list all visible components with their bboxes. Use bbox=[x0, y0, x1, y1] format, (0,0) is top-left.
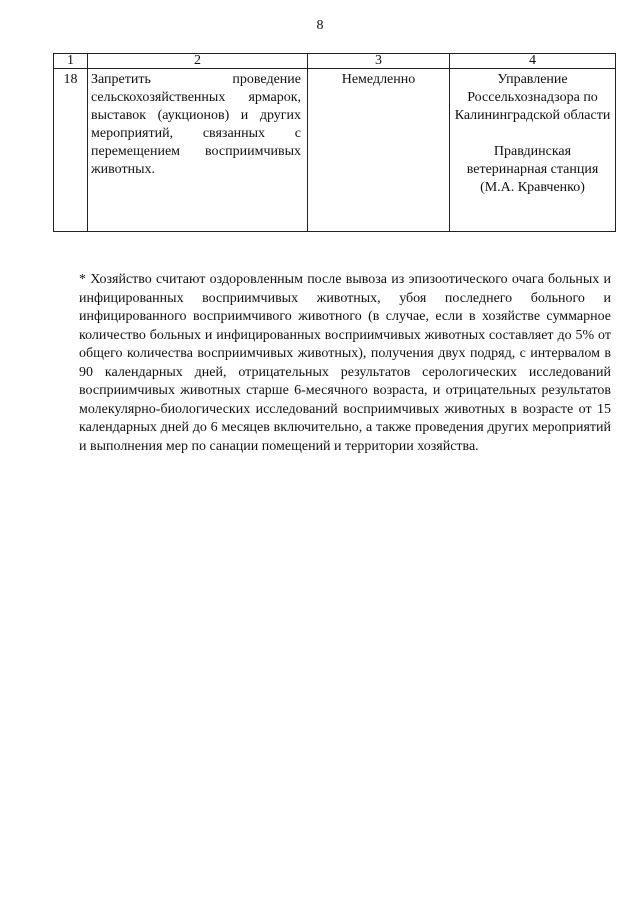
page-number: 8 bbox=[316, 18, 324, 33]
responsible-spacer bbox=[453, 125, 612, 143]
column-header-3: 3 bbox=[308, 54, 450, 69]
table-header-row bbox=[54, 54, 616, 69]
footnote: * Хозяйство считают оздоровленным после вывоза из эпизоотического очага больных и инфицированных восприимчивых животных, убоя последнего больного и инфицированного восприимчивого животного (в случае, если в хозяйстве суммарное количество больных и инфицированных восприимчивых животных составляет до 5% от общего количества восприимчивых животных), получения двух подряд, с интервалом в 90 календарных дней, отрицательных результатов серологических исследований восприимчивых животных старше 6-месячного возраста, и отрицательных результатов молекулярно-биологических исследований восприимчивых животных в возрасте от 15 календарных дней до 6 месяцев включительно, а также проведения других мероприятий и выполнения мер по санации помещений и территории хозяйства. bbox=[79, 272, 611, 454]
responsible-station: Правдинская ветеринарная станция (М.А. Кравченко) bbox=[466, 144, 599, 195]
responsible-cell bbox=[450, 69, 616, 232]
responsible-authority: Управление Россельхознадзора по Калининградской области bbox=[454, 72, 611, 123]
column-header-4: 4 bbox=[450, 54, 616, 69]
table-row bbox=[54, 69, 616, 232]
row-number: 18 bbox=[54, 69, 88, 232]
column-header-2: 2 bbox=[88, 54, 308, 69]
measure-text: Запретить проведение сельскохозяйственных ярмарок, выставок (аукционов) и других мероприятий, связанных с перемещением восприимчивых животных. bbox=[88, 69, 308, 232]
deadline-text: Немедленно bbox=[308, 69, 450, 232]
column-header-1: 1 bbox=[54, 54, 88, 69]
measures-table bbox=[53, 53, 616, 232]
